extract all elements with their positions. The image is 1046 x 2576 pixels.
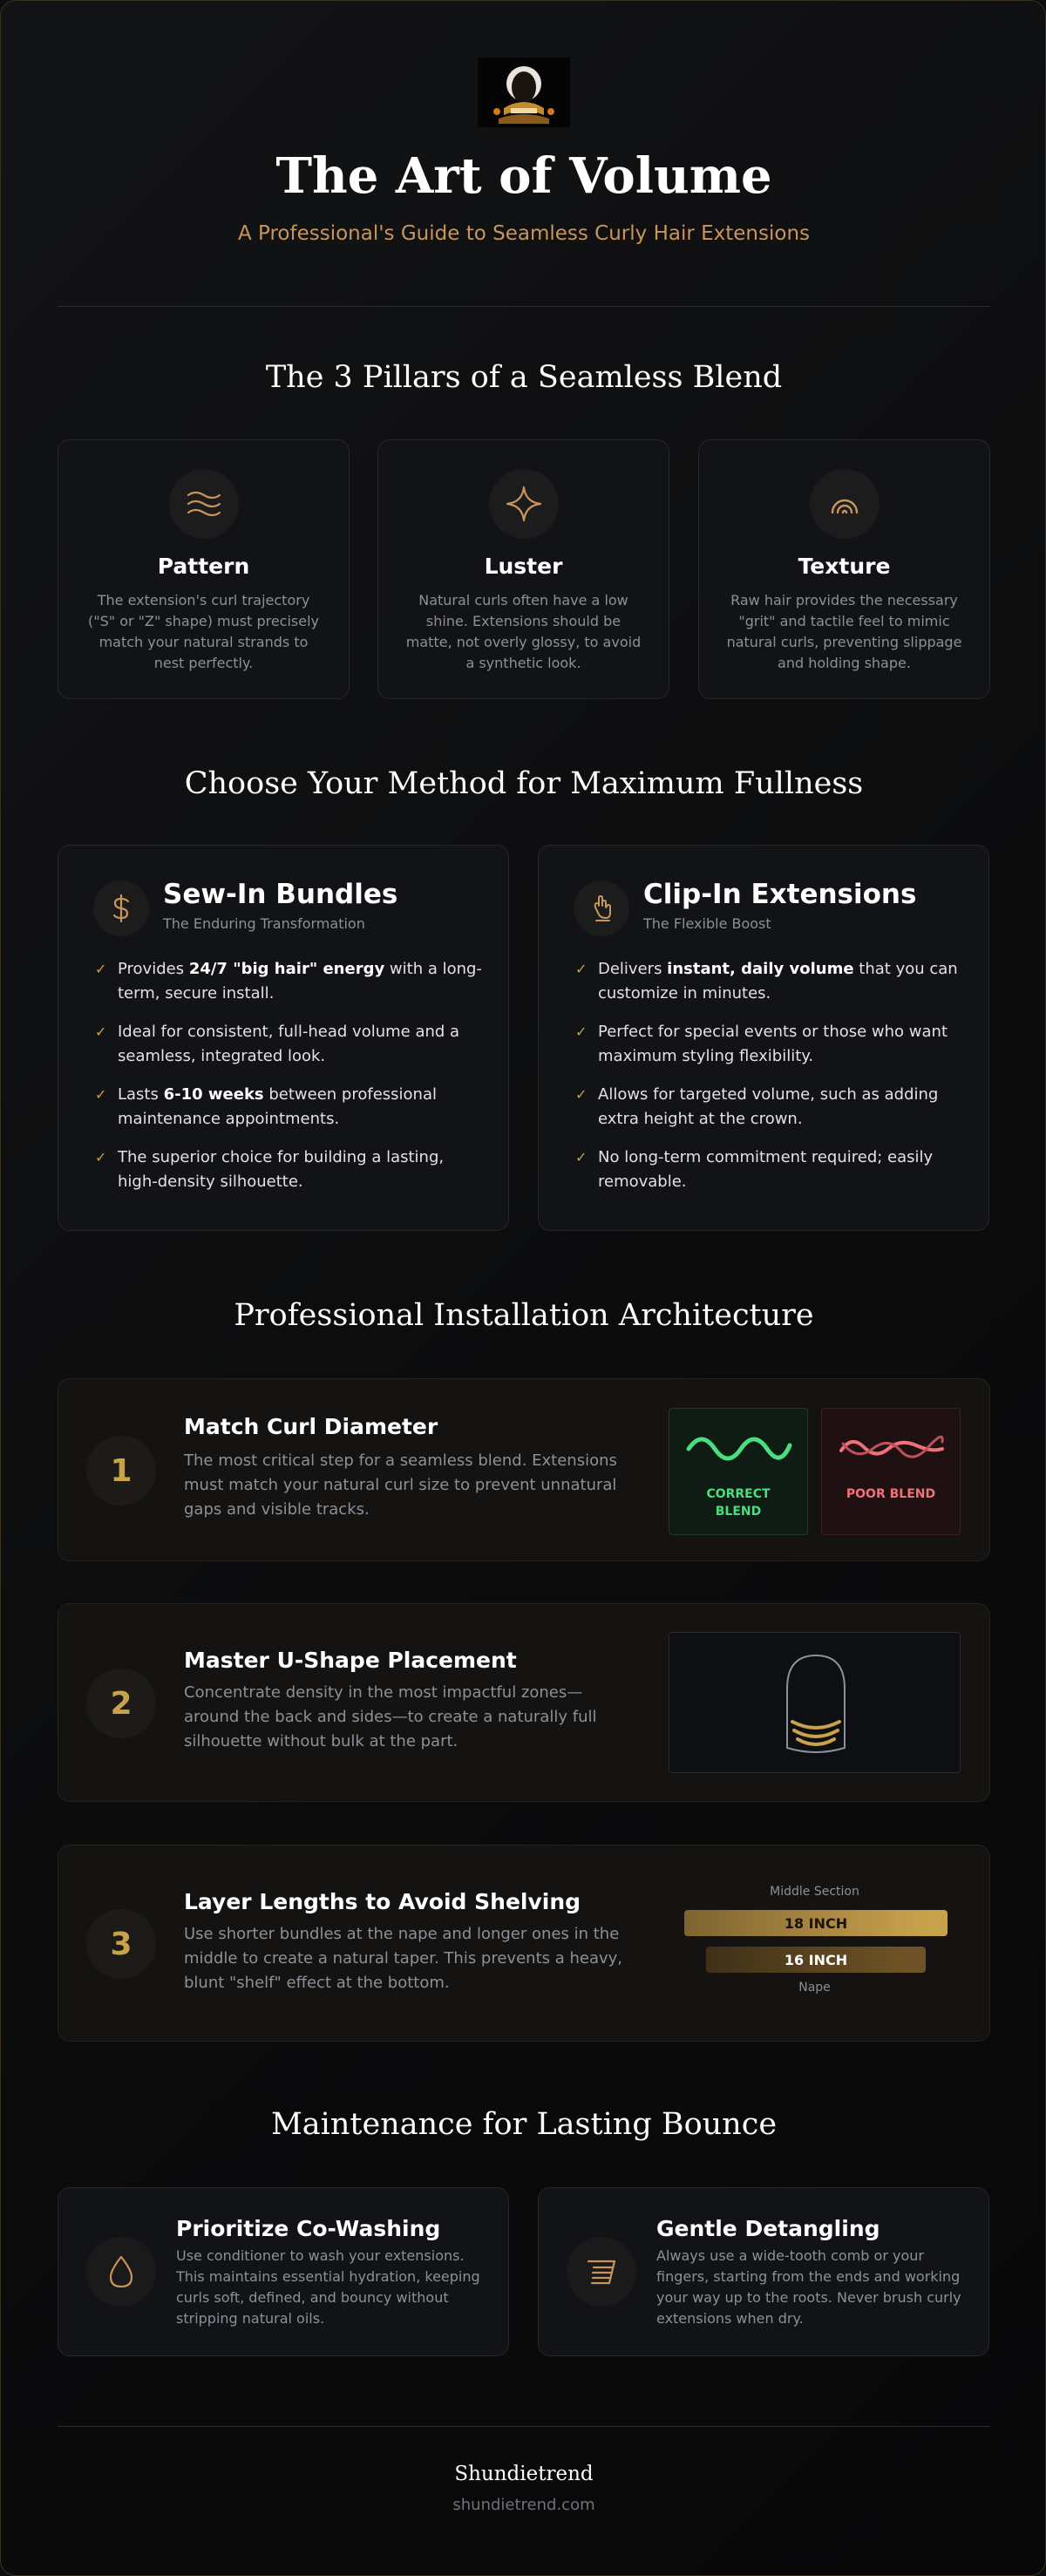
check-icon: ✓: [575, 1086, 588, 1103]
texture-icon: [810, 469, 880, 539]
step-card-1: [58, 1378, 990, 1561]
method-subtitle: The Flexible Boost: [643, 915, 771, 932]
step-number: 3: [86, 1909, 156, 1979]
check-icon: ✓: [575, 1149, 588, 1166]
method-card-sew-in: [58, 845, 509, 1231]
pillar-card-luster: [377, 439, 669, 699]
list-item: ✓ No long-term commitment required; easily removable.: [574, 1145, 962, 1194]
maintenance-card-co-washing: [58, 2187, 509, 2356]
methods-section-title: Choose Your Method for Maximum Fullness: [184, 766, 864, 801]
poor-blend-label: POOR BLEND: [846, 1487, 936, 1501]
maintenance-title: Prioritize Co-Washing: [176, 2216, 441, 2241]
head-outline-icon: [780, 1650, 852, 1758]
step-text: Use shorter bundles at the nape and longer ones in the middle to create a natural taper. This prevents a heavy, blunt "shelf" effect at the bottom.: [184, 1925, 623, 1992]
step-number: 1: [86, 1436, 156, 1505]
brand-logo-icon: [478, 58, 570, 127]
step-title: Master U-Shape Placement: [184, 1648, 517, 1673]
check-icon: ✓: [95, 961, 107, 977]
poor-blend-panel: [821, 1408, 961, 1535]
list-item: ✓ Delivers instant, daily volume that you can customize in minutes.: [574, 957, 962, 1006]
check-icon: ✓: [575, 961, 588, 977]
step-card-2: [58, 1603, 990, 1802]
step-text: Concentrate density in the most impactful zones—around the back and sides—to create a naturally full silhouette without bulk at the part.: [184, 1683, 597, 1750]
long-length-bar: 18 INCH: [684, 1910, 948, 1936]
installation-section-title: Professional Installation Architecture: [234, 1298, 814, 1333]
maintenance-text: Use conditioner to wash your extensions. This maintains essential hydration, keeping curls soft, defined, and bouncy without stripping natural oils.: [176, 2247, 480, 2327]
step-number: 2: [86, 1669, 156, 1738]
page-title: The Art of Volume: [275, 147, 772, 205]
step-card-3: [58, 1845, 990, 2042]
list-item: ✓ Ideal for consistent, full-head volume and a seamless, integrated look.: [93, 1020, 482, 1069]
method-card-clip-in: [538, 845, 989, 1231]
pillar-title: Luster: [484, 554, 563, 579]
list-item: ✓ Allows for targeted volume, such as adding extra height at the crown.: [574, 1083, 962, 1132]
maintenance-card-detangling: [538, 2187, 989, 2356]
list-item: ✓ Provides 24/7 "big hair" energy with a long-term, secure install.: [93, 957, 482, 1006]
droplet-icon: [86, 2237, 156, 2307]
check-icon: ✓: [95, 1149, 107, 1166]
header-divider: [58, 306, 990, 307]
pillar-card-texture: [698, 439, 990, 699]
footer-website-link[interactable]: shundietrend.com: [452, 2496, 595, 2514]
footer-brand: Shundietrend: [454, 2463, 594, 2485]
sew-in-benefit-list: [93, 957, 482, 1208]
dollar-icon: [93, 880, 149, 936]
pillar-text: Raw hair provides the necessary "grit" and tactile feel to mimic natural curls, preventing slippage and holding shape.: [726, 592, 962, 671]
correct-blend-panel: [669, 1408, 808, 1535]
comb-icon: [567, 2237, 636, 2307]
short-length-bar: 16 INCH: [706, 1947, 926, 1973]
clip-in-benefit-list: [574, 957, 962, 1208]
correct-wave-icon: [685, 1430, 793, 1465]
check-icon: ✓: [95, 1086, 107, 1103]
waves-icon: [169, 469, 239, 539]
pillar-card-pattern: [58, 439, 350, 699]
method-title: Clip-In Extensions: [643, 879, 917, 910]
maintenance-section-title: Maintenance for Lasting Bounce: [270, 2107, 778, 2142]
pillars-section-title: The 3 Pillars of a Seamless Blend: [265, 360, 783, 395]
middle-section-label: Middle Section: [770, 1885, 859, 1899]
check-icon: ✓: [575, 1023, 588, 1040]
sparkle-icon: [489, 469, 559, 539]
list-item: ✓ The superior choice for building a lasting, high-density silhouette.: [93, 1145, 482, 1194]
list-item: ✓ Lasts 6-10 weeks between professional maintenance appointments.: [93, 1083, 482, 1132]
maintenance-text: Always use a wide-tooth comb or your fingers, starting from the ends and working your way up to the roots. Never brush curly extensions when dry.: [656, 2247, 961, 2327]
method-subtitle: The Enduring Transformation: [163, 915, 365, 932]
correct-blend-label: CORRECT BLEND: [706, 1487, 771, 1519]
maintenance-title: Gentle Detangling: [656, 2216, 880, 2241]
footer-divider: [58, 2426, 990, 2427]
step-title: Match Curl Diameter: [184, 1414, 438, 1439]
nape-label: Nape: [798, 1981, 831, 1995]
pillar-text: The extension's curl trajectory ("S" or "Z" shape) must precisely match your natural strands to nest perfectly.: [87, 592, 319, 671]
check-icon: ✓: [95, 1023, 107, 1040]
pillar-title: Pattern: [157, 554, 250, 579]
pillar-title: Texture: [798, 554, 891, 579]
step-text: The most critical step for a seamless blend. Extensions must match your natural curl size to prevent unnatural gaps and visible tracks.: [184, 1451, 617, 1519]
u-shape-diagram: [669, 1632, 961, 1773]
pillar-text: Natural curls often have a low shine. Extensions should be matte, not overly glossy, to avoid a synthetic look.: [405, 592, 642, 671]
hand-icon: [574, 880, 629, 936]
step-title: Layer Lengths to Avoid Shelving: [184, 1889, 581, 1914]
list-item: ✓ Perfect for special events or those who want maximum styling flexibility.: [574, 1020, 962, 1069]
poor-wave-icon: [838, 1430, 946, 1468]
page-subtitle: A Professional's Guide to Seamless Curly Hair Extensions: [237, 222, 811, 245]
method-title: Sew-In Bundles: [163, 879, 398, 910]
